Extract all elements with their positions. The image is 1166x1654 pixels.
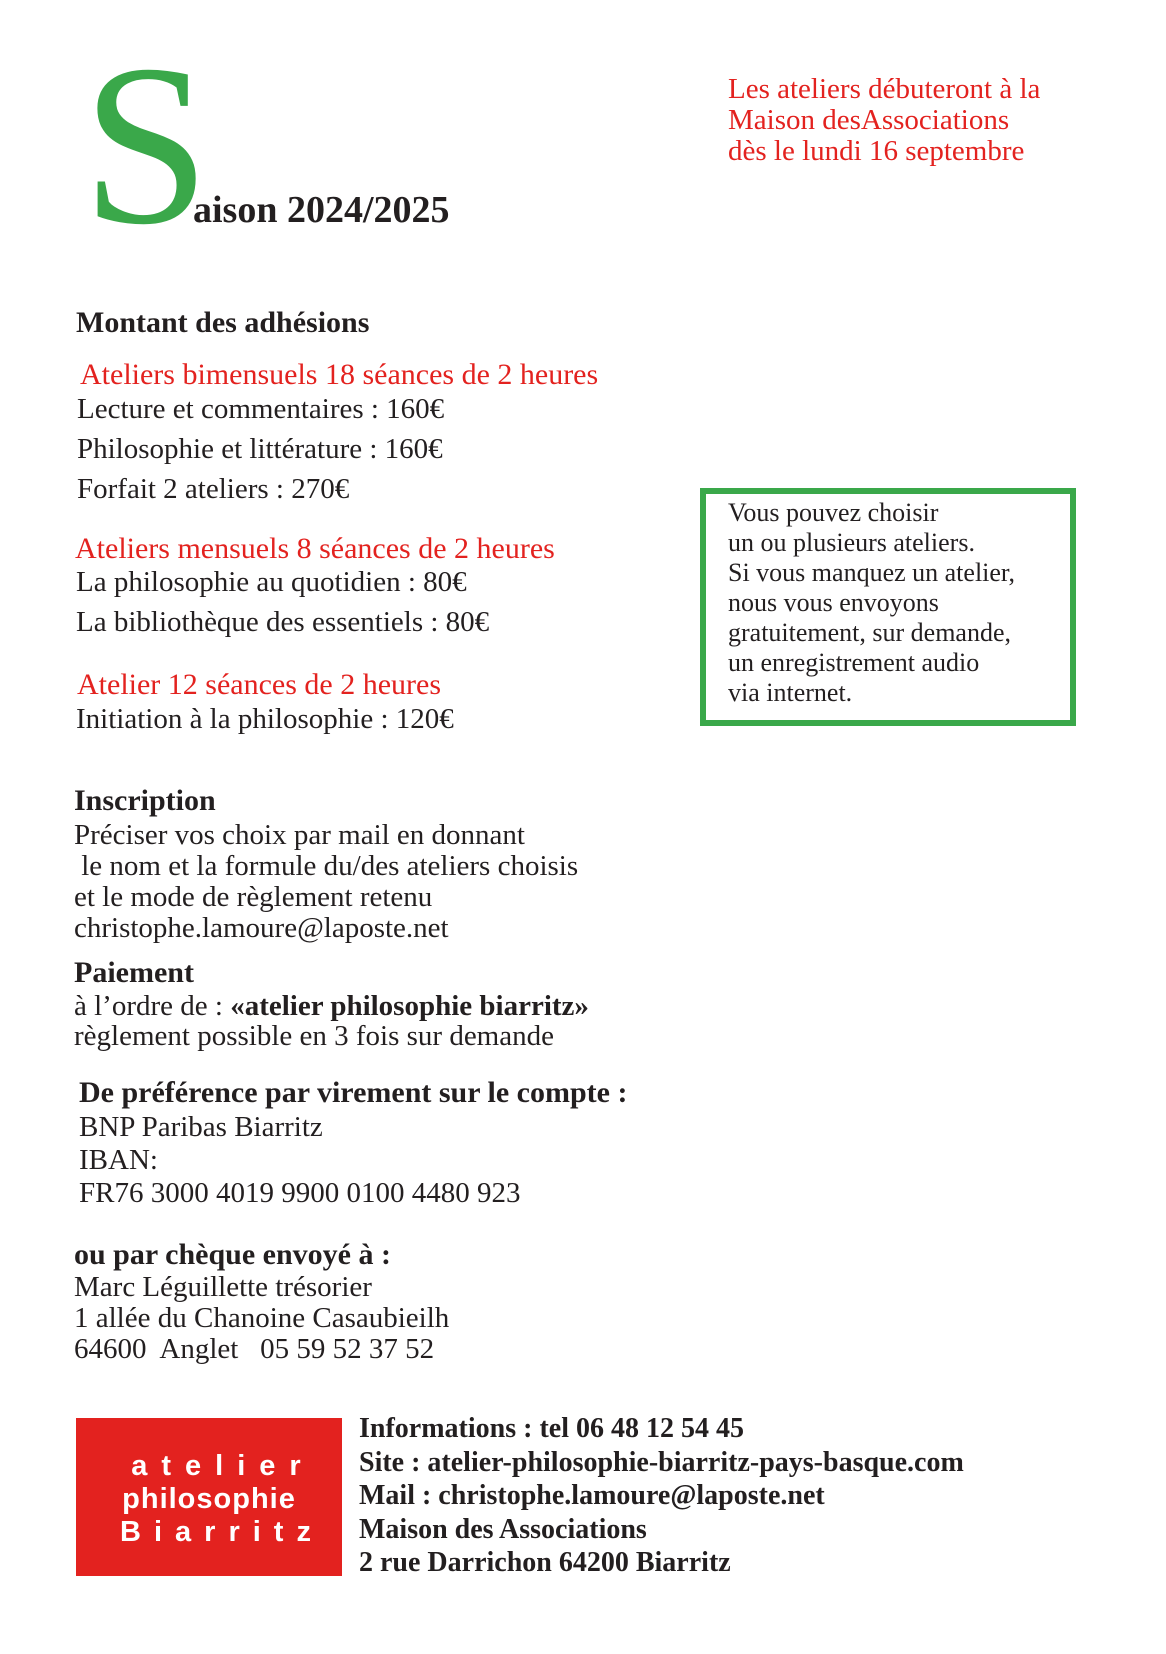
info-box-line: Vous pouvez choisir (728, 498, 939, 527)
notice-line: dès le lundi 16 septembre (728, 135, 1025, 167)
cheque-heading: ou par chèque envoyé à : (74, 1238, 391, 1271)
address-line: 1 allée du Chanoine Casaubieilh (74, 1302, 450, 1334)
cheque-address (74, 1272, 449, 1365)
order-prefix: à l’ordre de : (74, 990, 231, 1022)
group2-title: Ateliers mensuels 8 séances de 2 heures (75, 532, 555, 565)
bank-name: BNP Paribas Biarritz (79, 1111, 323, 1143)
page-title: aison 2024/2025 (193, 189, 450, 231)
fee-item: La philosophie au quotidien : 80€ (76, 566, 467, 598)
bank-details (79, 1111, 520, 1210)
fee-item: Forfait 2 ateliers : 270€ (77, 473, 350, 505)
address-line: 64600 Anglet 05 59 52 37 52 (74, 1333, 435, 1365)
treasurer-name: Marc Léguillette trésorier (74, 1271, 372, 1303)
info-box-line: nous vous envoyons (728, 588, 939, 617)
notice-line: Les ateliers débuteront à la (728, 73, 1041, 105)
fee-item: Lecture et commentaires : 160€ (77, 393, 445, 425)
notice-line: Maison desAssociations (728, 104, 1010, 136)
paiement-note: règlement possible en 3 fois sur demande (74, 1020, 554, 1052)
inscription-line: Préciser vos choix par mail en donnant (74, 819, 525, 851)
fee-item: Initiation à la philosophie : 120€ (76, 703, 454, 735)
fees-heading: Montant des adhésions (76, 306, 370, 339)
logo-line: philosophie (122, 1483, 296, 1515)
info-box-text (728, 498, 1015, 708)
info-address: 2 rue Darrichon 64200 Biarritz (359, 1547, 731, 1578)
group1-title: Ateliers bimensuels 18 séances de 2 heures (80, 358, 599, 391)
fee-item: La bibliothèque des essentiels : 80€ (76, 606, 490, 638)
inscription-line: et le mode de règlement retenu (74, 881, 433, 913)
order-payee: «atelier philosophie biarritz» (230, 990, 589, 1022)
paiement-heading: Paiement (74, 956, 194, 989)
iban-label: IBAN: (79, 1144, 158, 1176)
info-mail: Mail : christophe.lamoure@laposte.net (359, 1480, 825, 1511)
logo-line: atelier (131, 1450, 315, 1482)
iban-number: FR76 3000 4019 9900 0100 4480 923 (79, 1177, 521, 1209)
virement-heading: De préférence par virement sur le compte : (79, 1076, 628, 1109)
info-phone: Informations : tel 06 48 12 54 45 (359, 1413, 744, 1444)
inscription-line: le nom et la formule du/des ateliers choisis (74, 850, 579, 882)
info-venue: Maison des Associations (359, 1513, 647, 1545)
inscription-text (74, 820, 578, 944)
info-box-line: un enregistrement audio (728, 648, 980, 677)
info-box-line: Si vous manquez un atelier, (728, 558, 1016, 587)
info-box-line: via internet. (728, 678, 853, 707)
paiement-order (74, 990, 589, 1023)
fee-item: Philosophie et littérature : 160€ (77, 433, 443, 465)
group3-title: Atelier 12 séances de 2 heures (77, 668, 442, 701)
start-notice (728, 74, 1040, 167)
logo-line: Biarritz (120, 1516, 324, 1548)
contact-email: christophe.lamoure@laposte.net (74, 912, 449, 944)
inscription-heading: Inscription (74, 784, 216, 817)
decorative-initial-s: S (82, 17, 210, 272)
info-site: Site : atelier-philosophie-biarritz-pays-basque.com (359, 1446, 964, 1478)
atelier-logo (76, 1418, 342, 1576)
contact-info (359, 1412, 964, 1580)
info-box-line: gratuitement, sur demande, (728, 618, 1012, 647)
info-box-line: un ou plusieurs ateliers. (728, 528, 975, 557)
